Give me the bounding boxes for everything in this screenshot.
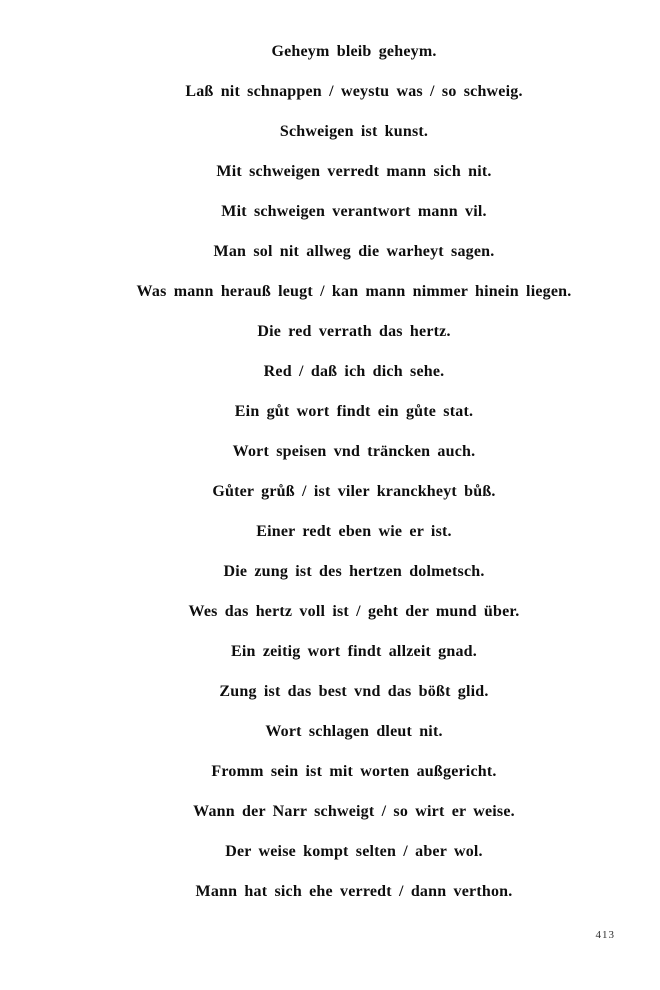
proverb-line: Gůter grůß / ist viler kranckheyt bůß. xyxy=(212,483,496,500)
proverb-line: Ein gůt wort findt ein gůte stat. xyxy=(234,403,474,420)
proverb-line: Fromm sein ist mit worten außgericht. xyxy=(211,763,497,780)
proverb-line: Schweigen ist kunst. xyxy=(279,123,429,140)
proverb-line: Mann hat sich ehe verredt / dann verthon. xyxy=(195,883,513,900)
proverb-line: Wort speisen vnd träncken auch. xyxy=(232,443,476,460)
proverb-line: Was mann herauß leugt / kan mann nimmer hinein liegen. xyxy=(136,283,572,300)
proverb-line: Die zung ist des hertzen dolmetsch. xyxy=(223,563,485,580)
proverb-line: Ein zeitig wort findt allzeit gnad. xyxy=(231,643,477,660)
proverb-line: Der weise kompt selten / aber wol. xyxy=(225,843,483,860)
proverb-line: Geheym bleib geheym. xyxy=(271,43,437,60)
proverb-line: Zung ist das best vnd das bößt glid. xyxy=(219,683,489,700)
proverb-line: Wann der Narr schweigt / so wirt er weise. xyxy=(193,803,515,820)
proverb-line: Man sol nit allweg die warheyt sagen. xyxy=(213,243,495,260)
proverb-line: Mit schweigen verredt mann sich nit. xyxy=(216,163,492,180)
page-number: 413 xyxy=(595,929,615,941)
proverb-line: Mit schweigen verantwort mann vil. xyxy=(221,203,487,220)
proverb-line: Wes das hertz voll ist / geht der mund über. xyxy=(188,603,520,620)
proverb-line: Wort schlagen dleut nit. xyxy=(265,723,443,740)
proverb-line: Einer redt eben wie er ist. xyxy=(256,523,452,540)
proverb-list xyxy=(48,32,660,912)
proverb-line: Die red verrath das hertz. xyxy=(257,323,451,340)
proverb-line: Red / daß ich dich sehe. xyxy=(263,363,445,380)
proverb-line: Laß nit schnappen / weystu was / so schweig. xyxy=(185,83,523,100)
